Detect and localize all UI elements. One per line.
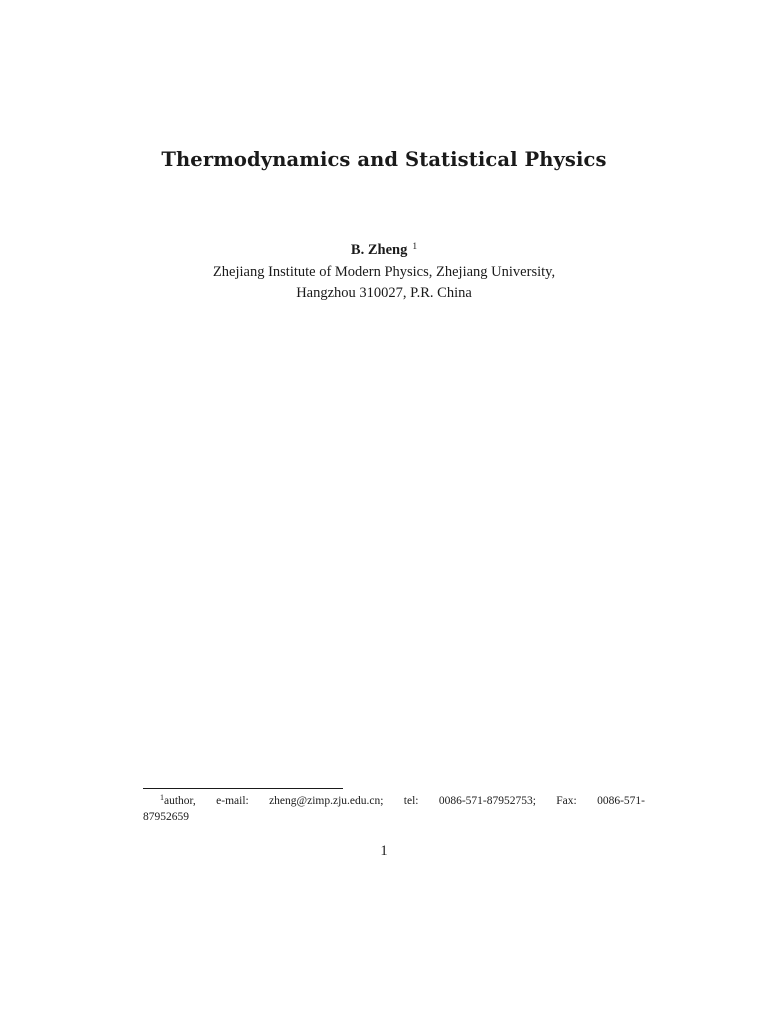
affiliation-line-2: Hangzhou 310027, P.R. China	[296, 285, 472, 301]
paper-title: Thermodynamics and Statistical Physics	[161, 148, 607, 171]
page-number: 1	[380, 843, 388, 859]
author-footnote-mark: 1	[412, 242, 418, 252]
author-name: B. Zheng	[350, 242, 408, 258]
affiliation-line-1: Zhejiang Institute of Modern Physics, Zhejiang University,	[212, 264, 556, 280]
footnote-rule	[143, 788, 343, 789]
footnote-text: author, e-mail: zheng@zimp.zju.edu.cn; tel: 0086-571-87952753; Fax: 0086-571-	[164, 795, 645, 807]
author-line	[0, 237, 768, 260]
affiliation	[0, 262, 768, 304]
footnote-line-2: 87952659	[143, 811, 189, 823]
footnote-mark: 1	[160, 793, 164, 802]
footnote	[143, 790, 645, 825]
footnote-line-1	[143, 790, 645, 809]
